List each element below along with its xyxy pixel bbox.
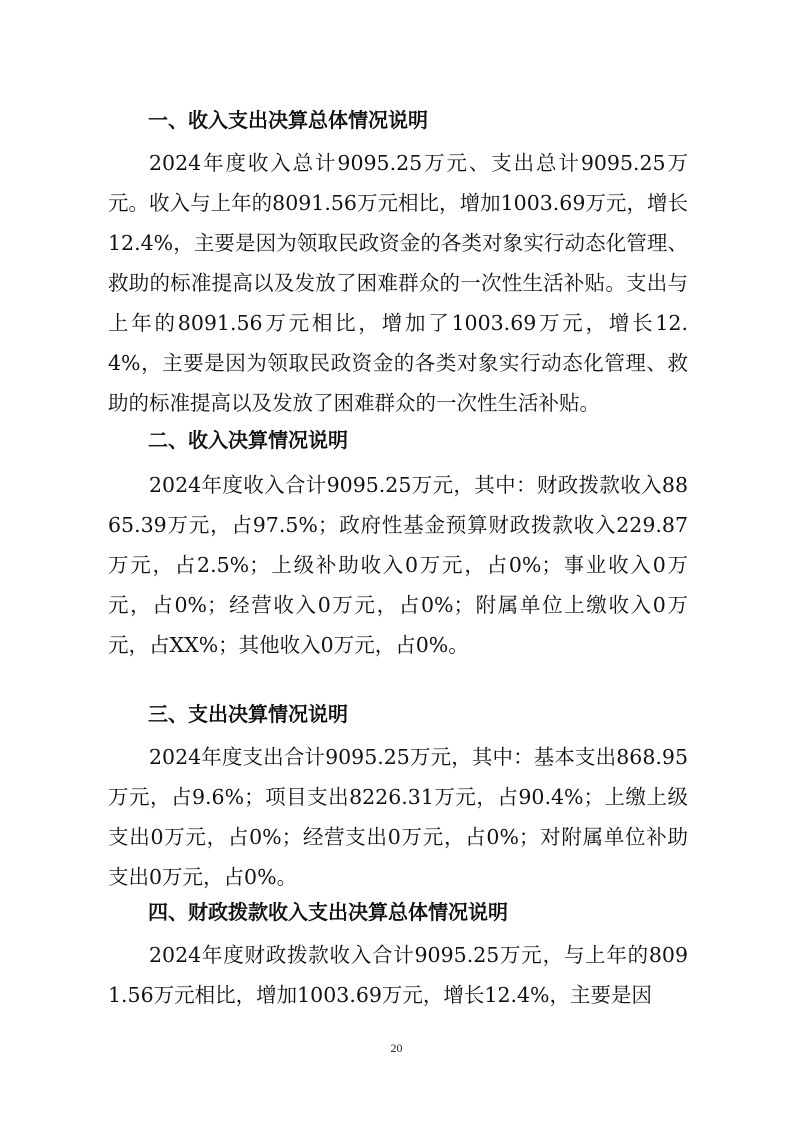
section-3-heading: 三、支出决算情况说明 bbox=[148, 702, 348, 726]
section-2-heading: 二、收入决算情况说明 bbox=[148, 428, 348, 452]
section-1-heading: 一、收入支出决算总体情况说明 bbox=[148, 108, 428, 132]
section-4-heading: 四、财政拨款收入支出决算总体情况说明 bbox=[148, 900, 508, 924]
section-1-body: 2024年度收入总计9095.25万元、支出总计9095.25万元。收入与上年的8091.56万元相比，增加1003.69万元，增长12.4%，主要是因为领取民政资金的各类对象实行动态化管理、救助的标准提高以及发放了困难群众的一次性生活补贴。支出与上年的8091.56万元相比，增加了1003.69万元，增长12.4%，主要是因为领取民政资金的各类对象实行动态化管理、救助的标准提高以及发放了困难群众的一次性生活补贴。 bbox=[108, 151, 688, 415]
section-2-body: 2024年度收入合计9095.25万元，其中：财政拨款收入8865.39万元，占97.5%；政府性基金预算财政拨款收入229.87万元，占2.5%；上级补助收入0万元，占0%；事业收入0万元，占0%；经营收入0万元，占0%；附属单位上缴收入0万元，占XX%；其他收入0万元，占0%。 bbox=[108, 473, 688, 657]
page-number: 20 bbox=[390, 1041, 403, 1055]
section-3-body: 2024年度支出合计9095.25万元，其中：基本支出868.95万元，占9.6%；项目支出8226.31万元，占90.4%；上缴上级支出0万元，占0%；经营支出0万元，占0%；对附属单位补助支出0万元，占0%。 bbox=[108, 745, 688, 889]
section-4-body: 2024年度财政拨款收入合计9095.25万元，与上年的8091.56万元相比，增加1003.69万元，增长12.4%，主要是因 bbox=[108, 943, 688, 1007]
